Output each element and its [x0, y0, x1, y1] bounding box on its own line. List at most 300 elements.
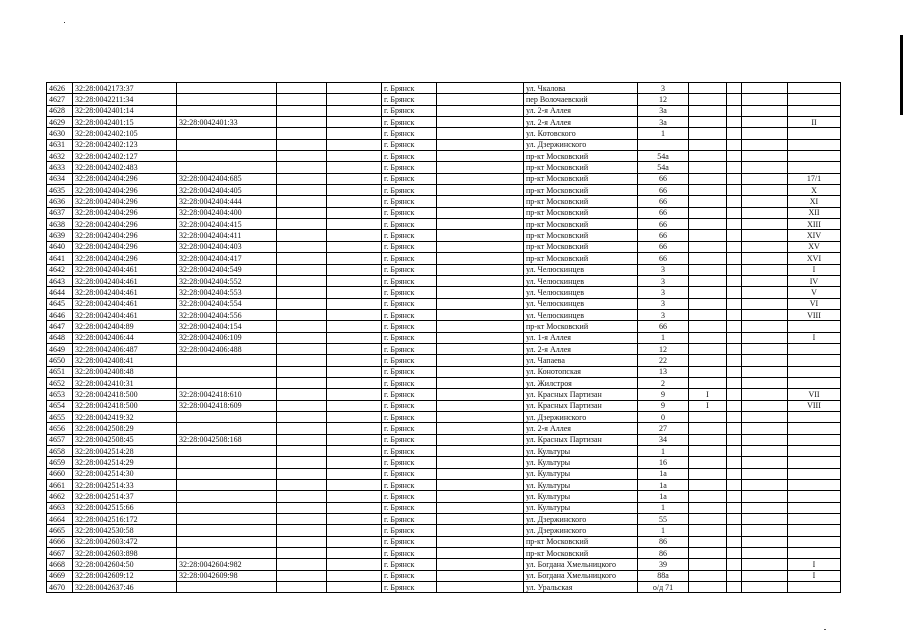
room-number-cell — [788, 94, 841, 105]
col-5-cell — [327, 480, 382, 491]
col-12-cell — [742, 219, 788, 230]
building-cell — [689, 468, 727, 479]
col-7-cell — [437, 355, 524, 366]
col-11-cell — [727, 446, 742, 457]
col-4-cell — [277, 525, 327, 536]
related-cadastral-number-cell: 32:28:0042404:415 — [177, 219, 277, 230]
house-number-cell: 1а — [638, 480, 689, 491]
col-7-cell — [437, 321, 524, 332]
building-cell — [689, 230, 727, 241]
col-11-cell — [727, 321, 742, 332]
col-5-cell — [327, 559, 382, 570]
col-11-cell — [727, 480, 742, 491]
city-cell: г. Брянск — [382, 570, 437, 581]
col-12-cell — [742, 457, 788, 468]
related-cadastral-number-cell: 32:28:0042404:554 — [177, 298, 277, 309]
col-12-cell — [742, 480, 788, 491]
city-cell: г. Брянск — [382, 264, 437, 275]
table-row — [47, 94, 841, 105]
city-cell: г. Брянск — [382, 457, 437, 468]
row-number-cell: 4644 — [47, 287, 73, 298]
table-row — [47, 343, 841, 354]
col-12-cell — [742, 241, 788, 252]
house-number-cell: 1 — [638, 525, 689, 536]
col-11-cell — [727, 173, 742, 184]
house-number-cell: 66 — [638, 207, 689, 218]
col-7-cell — [437, 434, 524, 445]
table-row — [47, 468, 841, 479]
city-cell: г. Брянск — [382, 525, 437, 536]
building-cell — [689, 332, 727, 343]
table-row — [47, 559, 841, 570]
registry-table — [46, 82, 841, 593]
col-5-cell — [327, 514, 382, 525]
table-row — [47, 207, 841, 218]
related-cadastral-number-cell: 32:28:0042418:609 — [177, 400, 277, 411]
col-12-cell — [742, 309, 788, 320]
col-12-cell — [742, 287, 788, 298]
street-cell: ул. Челюскинцев — [524, 275, 638, 286]
table-row — [47, 332, 841, 343]
table-row — [47, 514, 841, 525]
col-7-cell — [437, 536, 524, 547]
col-7-cell — [437, 94, 524, 105]
city-cell: г. Брянск — [382, 230, 437, 241]
col-4-cell — [277, 582, 327, 593]
building-cell — [689, 411, 727, 422]
col-5-cell — [327, 230, 382, 241]
room-number-cell: 17/1 — [788, 173, 841, 184]
table-row — [47, 196, 841, 207]
col-5-cell — [327, 128, 382, 139]
col-4-cell — [277, 241, 327, 252]
cadastral-number-cell: 32:28:0042514:30 — [73, 468, 177, 479]
city-cell: г. Брянск — [382, 287, 437, 298]
city-cell: г. Брянск — [382, 389, 437, 400]
col-7-cell — [437, 173, 524, 184]
col-11-cell — [727, 105, 742, 116]
col-4-cell — [277, 468, 327, 479]
row-number-cell: 4662 — [47, 491, 73, 502]
room-number-cell: XIII — [788, 219, 841, 230]
cadastral-number-cell: 32:28:0042404:296 — [73, 196, 177, 207]
col-5-cell — [327, 162, 382, 173]
table-row — [47, 355, 841, 366]
house-number-cell: 88а — [638, 570, 689, 581]
house-number-cell: 1а — [638, 468, 689, 479]
col-4-cell — [277, 548, 327, 559]
col-12-cell — [742, 207, 788, 218]
street-cell: ул. Конотопская — [524, 366, 638, 377]
col-11-cell — [727, 502, 742, 513]
house-number-cell: 1а — [638, 491, 689, 502]
col-11-cell — [727, 275, 742, 286]
street-cell: ул. Культуры — [524, 446, 638, 457]
col-11-cell — [727, 151, 742, 162]
col-5-cell — [327, 582, 382, 593]
col-11-cell — [727, 377, 742, 388]
city-cell: г. Брянск — [382, 514, 437, 525]
street-cell: ул. 2-я Аллея — [524, 343, 638, 354]
col-4-cell — [277, 343, 327, 354]
row-number-cell: 4650 — [47, 355, 73, 366]
row-number-cell: 4670 — [47, 582, 73, 593]
col-12-cell — [742, 105, 788, 116]
building-cell — [689, 219, 727, 230]
house-number-cell: 34 — [638, 434, 689, 445]
room-number-cell — [788, 128, 841, 139]
col-4-cell — [277, 230, 327, 241]
related-cadastral-number-cell: 32:28:0042404:417 — [177, 253, 277, 264]
row-number-cell: 4645 — [47, 298, 73, 309]
building-cell — [689, 355, 727, 366]
table-row — [47, 83, 841, 94]
cadastral-number-cell: 32:28:0042603:898 — [73, 548, 177, 559]
cadastral-number-cell: 32:28:0042404:461 — [73, 275, 177, 286]
table-row — [47, 309, 841, 320]
row-number-cell: 4658 — [47, 446, 73, 457]
col-11-cell — [727, 185, 742, 196]
col-5-cell — [327, 105, 382, 116]
cadastral-number-cell: 32:28:0042402:483 — [73, 162, 177, 173]
related-cadastral-number-cell — [177, 457, 277, 468]
cadastral-number-cell: 32:28:0042404:296 — [73, 230, 177, 241]
related-cadastral-number-cell — [177, 105, 277, 116]
col-7-cell — [437, 377, 524, 388]
cadastral-number-cell: 32:28:0042514:37 — [73, 491, 177, 502]
table-row — [47, 241, 841, 252]
house-number-cell — [638, 139, 689, 150]
related-cadastral-number-cell — [177, 423, 277, 434]
city-cell: г. Брянск — [382, 241, 437, 252]
building-cell — [689, 423, 727, 434]
related-cadastral-number-cell — [177, 548, 277, 559]
col-12-cell — [742, 332, 788, 343]
building-cell: I — [689, 400, 727, 411]
room-number-cell — [788, 355, 841, 366]
building-cell — [689, 514, 727, 525]
col-11-cell — [727, 582, 742, 593]
cadastral-number-cell: 32:28:0042408:48 — [73, 366, 177, 377]
street-cell: ул. Дзержинского — [524, 411, 638, 422]
col-11-cell — [727, 230, 742, 241]
street-cell: ул. Челюскинцев — [524, 309, 638, 320]
table-row — [47, 128, 841, 139]
cadastral-number-cell: 32:28:0042514:33 — [73, 480, 177, 491]
col-11-cell — [727, 536, 742, 547]
col-5-cell — [327, 355, 382, 366]
street-cell: пр-кт Московский — [524, 207, 638, 218]
table-row — [47, 400, 841, 411]
related-cadastral-number-cell: 32:28:0042406:109 — [177, 332, 277, 343]
cadastral-number-cell: 32:28:0042404:89 — [73, 321, 177, 332]
building-cell — [689, 309, 727, 320]
table-row — [47, 185, 841, 196]
building-cell — [689, 105, 727, 116]
col-5-cell — [327, 434, 382, 445]
col-5-cell — [327, 275, 382, 286]
room-number-cell — [788, 536, 841, 547]
related-cadastral-number-cell — [177, 151, 277, 162]
row-number-cell: 4651 — [47, 366, 73, 377]
cadastral-number-cell: 32:28:0042406:44 — [73, 332, 177, 343]
building-cell — [689, 298, 727, 309]
street-cell: ул. Красных Партизан — [524, 434, 638, 445]
col-12-cell — [742, 536, 788, 547]
col-4-cell — [277, 94, 327, 105]
col-7-cell — [437, 139, 524, 150]
room-number-cell: VII — [788, 389, 841, 400]
table-row — [47, 105, 841, 116]
col-4-cell — [277, 446, 327, 457]
col-7-cell — [437, 457, 524, 468]
col-11-cell — [727, 162, 742, 173]
building-cell — [689, 446, 727, 457]
street-cell: ул. 1-я Аллея — [524, 332, 638, 343]
street-cell: ул. Челюскинцев — [524, 264, 638, 275]
room-number-cell: I — [788, 264, 841, 275]
house-number-cell: 3 — [638, 309, 689, 320]
col-5-cell — [327, 219, 382, 230]
street-cell: ул. Богдана Хмельницкого — [524, 570, 638, 581]
col-7-cell — [437, 287, 524, 298]
building-cell — [689, 287, 727, 298]
related-cadastral-number-cell — [177, 480, 277, 491]
building-cell — [689, 548, 727, 559]
street-cell: пр-кт Московский — [524, 219, 638, 230]
building-cell — [689, 536, 727, 547]
col-5-cell — [327, 570, 382, 581]
house-number-cell: 54а — [638, 162, 689, 173]
related-cadastral-number-cell: 32:28:0042404:552 — [177, 275, 277, 286]
table-row — [47, 162, 841, 173]
col-7-cell — [437, 400, 524, 411]
house-number-cell: 22 — [638, 355, 689, 366]
cadastral-number-cell: 32:28:0042211:34 — [73, 94, 177, 105]
street-cell: ул. Дзержинского — [524, 139, 638, 150]
col-11-cell — [727, 298, 742, 309]
house-number-cell: 3а — [638, 117, 689, 128]
col-12-cell — [742, 162, 788, 173]
room-number-cell: XV — [788, 241, 841, 252]
city-cell: г. Брянск — [382, 502, 437, 513]
col-7-cell — [437, 343, 524, 354]
col-5-cell — [327, 173, 382, 184]
city-cell: г. Брянск — [382, 94, 437, 105]
house-number-cell: 3 — [638, 298, 689, 309]
house-number-cell: 0 — [638, 411, 689, 422]
room-number-cell — [788, 411, 841, 422]
street-cell: ул. Культуры — [524, 491, 638, 502]
row-number-cell: 4665 — [47, 525, 73, 536]
row-number-cell: 4636 — [47, 196, 73, 207]
col-5-cell — [327, 343, 382, 354]
street-cell: ул. Культуры — [524, 502, 638, 513]
related-cadastral-number-cell: 32:28:0042401:33 — [177, 117, 277, 128]
cadastral-number-cell: 32:28:0042401:14 — [73, 105, 177, 116]
col-5-cell — [327, 411, 382, 422]
cadastral-number-cell: 32:28:0042604:50 — [73, 559, 177, 570]
cadastral-number-cell: 32:28:0042404:461 — [73, 264, 177, 275]
related-cadastral-number-cell: 32:28:0042404:403 — [177, 241, 277, 252]
col-11-cell — [727, 548, 742, 559]
related-cadastral-number-cell: 32:28:0042404:405 — [177, 185, 277, 196]
col-5-cell — [327, 241, 382, 252]
room-number-cell — [788, 446, 841, 457]
street-cell: пр-кт Московский — [524, 253, 638, 264]
col-7-cell — [437, 275, 524, 286]
col-11-cell — [727, 253, 742, 264]
city-cell: г. Брянск — [382, 411, 437, 422]
room-number-cell: IV — [788, 275, 841, 286]
room-number-cell: I — [788, 332, 841, 343]
col-12-cell — [742, 253, 788, 264]
cadastral-number-cell: 32:28:0042404:296 — [73, 173, 177, 184]
col-11-cell — [727, 219, 742, 230]
col-12-cell — [742, 128, 788, 139]
col-7-cell — [437, 525, 524, 536]
col-4-cell — [277, 83, 327, 94]
city-cell: г. Брянск — [382, 480, 437, 491]
house-number-cell: 66 — [638, 219, 689, 230]
street-cell: пр-кт Московский — [524, 241, 638, 252]
col-5-cell — [327, 298, 382, 309]
col-12-cell — [742, 389, 788, 400]
related-cadastral-number-cell: 32:28:0042604:982 — [177, 559, 277, 570]
room-number-cell — [788, 162, 841, 173]
col-12-cell — [742, 185, 788, 196]
col-7-cell — [437, 491, 524, 502]
col-11-cell — [727, 400, 742, 411]
col-11-cell — [727, 457, 742, 468]
building-cell — [689, 480, 727, 491]
building-cell — [689, 264, 727, 275]
city-cell: г. Брянск — [382, 321, 437, 332]
row-number-cell: 4627 — [47, 94, 73, 105]
street-cell: пр-кт Московский — [524, 162, 638, 173]
cadastral-number-cell: 32:28:0042404:461 — [73, 309, 177, 320]
table-row — [47, 230, 841, 241]
house-number-cell: 66 — [638, 321, 689, 332]
row-number-cell: 4646 — [47, 309, 73, 320]
col-7-cell — [437, 83, 524, 94]
house-number-cell: 12 — [638, 94, 689, 105]
related-cadastral-number-cell: 32:28:0042404:444 — [177, 196, 277, 207]
table-row — [47, 298, 841, 309]
street-cell: ул. Красных Партизан — [524, 400, 638, 411]
city-cell: г. Брянск — [382, 117, 437, 128]
building-cell — [689, 321, 727, 332]
city-cell: г. Брянск — [382, 355, 437, 366]
col-5-cell — [327, 139, 382, 150]
col-5-cell — [327, 366, 382, 377]
col-5-cell — [327, 253, 382, 264]
cadastral-number-cell: 32:28:0042637:46 — [73, 582, 177, 593]
table-row — [47, 457, 841, 468]
building-cell — [689, 185, 727, 196]
col-12-cell — [742, 423, 788, 434]
house-number-cell: 3 — [638, 287, 689, 298]
table-row — [47, 502, 841, 513]
table-row — [47, 446, 841, 457]
col-5-cell — [327, 502, 382, 513]
col-12-cell — [742, 151, 788, 162]
building-cell — [689, 366, 727, 377]
house-number-cell: 13 — [638, 366, 689, 377]
street-cell: ул. Дзержинского — [524, 525, 638, 536]
row-number-cell: 4661 — [47, 480, 73, 491]
city-cell: г. Брянск — [382, 434, 437, 445]
col-7-cell — [437, 332, 524, 343]
col-11-cell — [727, 332, 742, 343]
house-number-cell: 66 — [638, 241, 689, 252]
building-cell — [689, 128, 727, 139]
col-5-cell — [327, 94, 382, 105]
cadastral-number-cell: 32:28:0042609:12 — [73, 570, 177, 581]
col-7-cell — [437, 117, 524, 128]
building-cell — [689, 173, 727, 184]
cadastral-number-cell: 32:28:0042404:461 — [73, 287, 177, 298]
col-5-cell — [327, 525, 382, 536]
table-row — [47, 423, 841, 434]
table-row — [47, 287, 841, 298]
col-12-cell — [742, 491, 788, 502]
col-7-cell — [437, 309, 524, 320]
room-number-cell: XIV — [788, 230, 841, 241]
house-number-cell: 3 — [638, 264, 689, 275]
cadastral-number-cell: 32:28:0042530:58 — [73, 525, 177, 536]
row-number-cell: 4631 — [47, 139, 73, 150]
col-7-cell — [437, 480, 524, 491]
house-number-cell: 1 — [638, 446, 689, 457]
col-5-cell — [327, 309, 382, 320]
cadastral-number-cell: 32:28:0042408:41 — [73, 355, 177, 366]
related-cadastral-number-cell: 32:28:0042404:556 — [177, 309, 277, 320]
room-number-cell: VIII — [788, 400, 841, 411]
related-cadastral-number-cell — [177, 502, 277, 513]
col-11-cell — [727, 514, 742, 525]
street-cell: ул. 2-я Аллея — [524, 423, 638, 434]
house-number-cell: 66 — [638, 173, 689, 184]
col-12-cell — [742, 343, 788, 354]
street-cell: пр-кт Московский — [524, 185, 638, 196]
col-12-cell — [742, 366, 788, 377]
col-4-cell — [277, 185, 327, 196]
row-number-cell: 4637 — [47, 207, 73, 218]
document-page — [46, 82, 841, 593]
house-number-cell: 1 — [638, 332, 689, 343]
building-cell — [689, 502, 727, 513]
city-cell: г. Брянск — [382, 446, 437, 457]
street-cell: пр-кт Московский — [524, 321, 638, 332]
col-11-cell — [727, 287, 742, 298]
room-number-cell — [788, 525, 841, 536]
room-number-cell — [788, 468, 841, 479]
row-number-cell: 4655 — [47, 411, 73, 422]
house-number-cell: 9 — [638, 389, 689, 400]
house-number-cell: 3 — [638, 275, 689, 286]
cadastral-number-cell: 32:28:0042404:461 — [73, 298, 177, 309]
related-cadastral-number-cell — [177, 162, 277, 173]
table-row — [47, 389, 841, 400]
col-7-cell — [437, 423, 524, 434]
city-cell: г. Брянск — [382, 151, 437, 162]
cadastral-number-cell: 32:28:0042508:29 — [73, 423, 177, 434]
building-cell — [689, 94, 727, 105]
col-7-cell — [437, 570, 524, 581]
related-cadastral-number-cell — [177, 582, 277, 593]
room-number-cell — [788, 139, 841, 150]
